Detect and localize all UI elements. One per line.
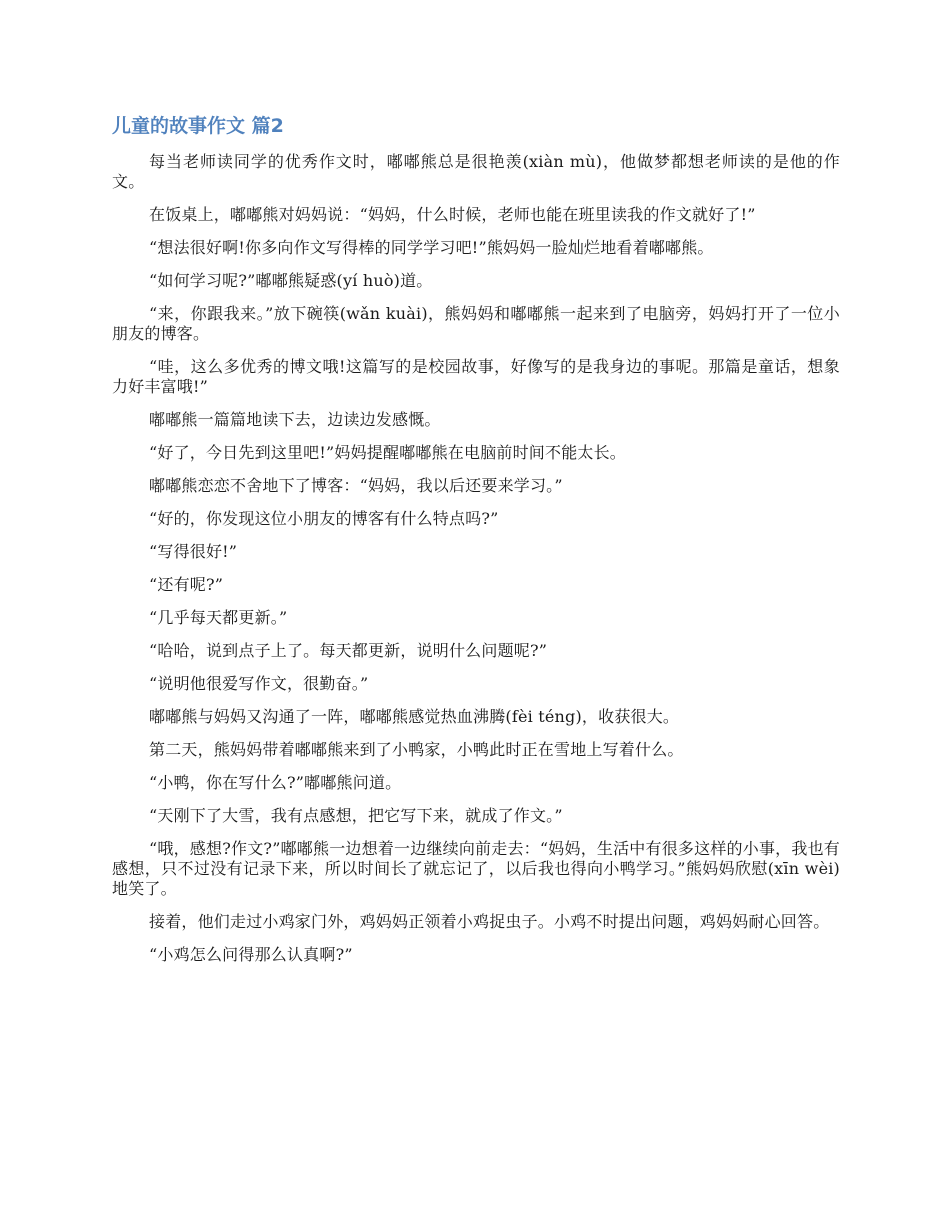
paragraph: “还有呢?” (149, 575, 224, 594)
paragraph: 每当老师读同学的优秀作文时，嘟嘟熊总是很艳羡(xiàn mù)，他做梦都想老师读的是他的作文。 (112, 152, 840, 191)
paragraph: “哇，这么多优秀的博文哦!这篇写的是校园故事，好像写的是我身边的事呢。那篇是童话，想象力好丰富哦!” (112, 357, 840, 396)
paragraph: 在饭桌上，嘟嘟熊对妈妈说：“妈妈，什么时候，老师也能在班里读我的作文就好了!” (149, 205, 756, 224)
paragraph: “小鸭，你在写什么?”嘟嘟熊问道。 (149, 773, 402, 792)
paragraph: “来，你跟我来。”放下碗筷(wǎn kuài)，熊妈妈和嘟嘟熊一起来到了电脑旁，妈妈打开了一位小朋友的博客。 (112, 304, 840, 343)
section-heading: 儿童的故事作文 篇2 (112, 115, 284, 137)
paragraph: “哈哈，说到点子上了。每天都更新，说明什么问题呢?” (149, 641, 548, 660)
paragraph: “小鸡怎么问得那么认真啊?” (149, 945, 353, 964)
paragraph: “想法很好啊!你多向作文写得棒的同学学习吧!”熊妈妈一脸灿烂地看着嘟嘟熊。 (149, 238, 714, 257)
paragraph: 第二天，熊妈妈带着嘟嘟熊来到了小鸭家，小鸭此时正在雪地上写着什么。 (149, 740, 684, 759)
paragraph: “如何学习呢?”嘟嘟熊疑惑(yí huò)道。 (149, 271, 433, 290)
paragraph: 嘟嘟熊一篇篇地读下去，边读边发感慨。 (149, 410, 441, 429)
paragraph: “写得很好!” (149, 542, 238, 561)
paragraph: “哦，感想?作文?”嘟嘟熊一边想着一边继续向前走去：“妈妈，生活中有很多这样的小事，我也有感想，只不过没有记录下来，所以时间长了就忘记了，以后我也得向小鸭学习。”熊妈妈欣慰(xīn wèi)地笑了。 (112, 839, 840, 898)
article-body (112, 152, 840, 978)
paragraph: 嘟嘟熊恋恋不舍地下了博客：“妈妈，我以后还要来学习。” (149, 476, 563, 495)
paragraph: 接着，他们走过小鸡家门外，鸡妈妈正领着小鸡捉虫子。小鸡不时提出问题，鸡妈妈耐心回答。 (149, 912, 830, 931)
paragraph: “天刚下了大雪，我有点感想，把它写下来，就成了作文。” (149, 806, 563, 825)
paragraph: “好的，你发现这位小朋友的博客有什么特点吗?” (149, 509, 499, 528)
paragraph: “几乎每天都更新。” (149, 608, 288, 627)
paragraph: 嘟嘟熊与妈妈又沟通了一阵，嘟嘟熊感觉热血沸腾(fèi téng)，收获很大。 (149, 707, 680, 726)
paragraph: “说明他很爱写作文，很勤奋。” (149, 674, 369, 693)
paragraph: “好了，今日先到这里吧!”妈妈提醒嘟嘟熊在电脑前时间不能太长。 (149, 443, 626, 462)
